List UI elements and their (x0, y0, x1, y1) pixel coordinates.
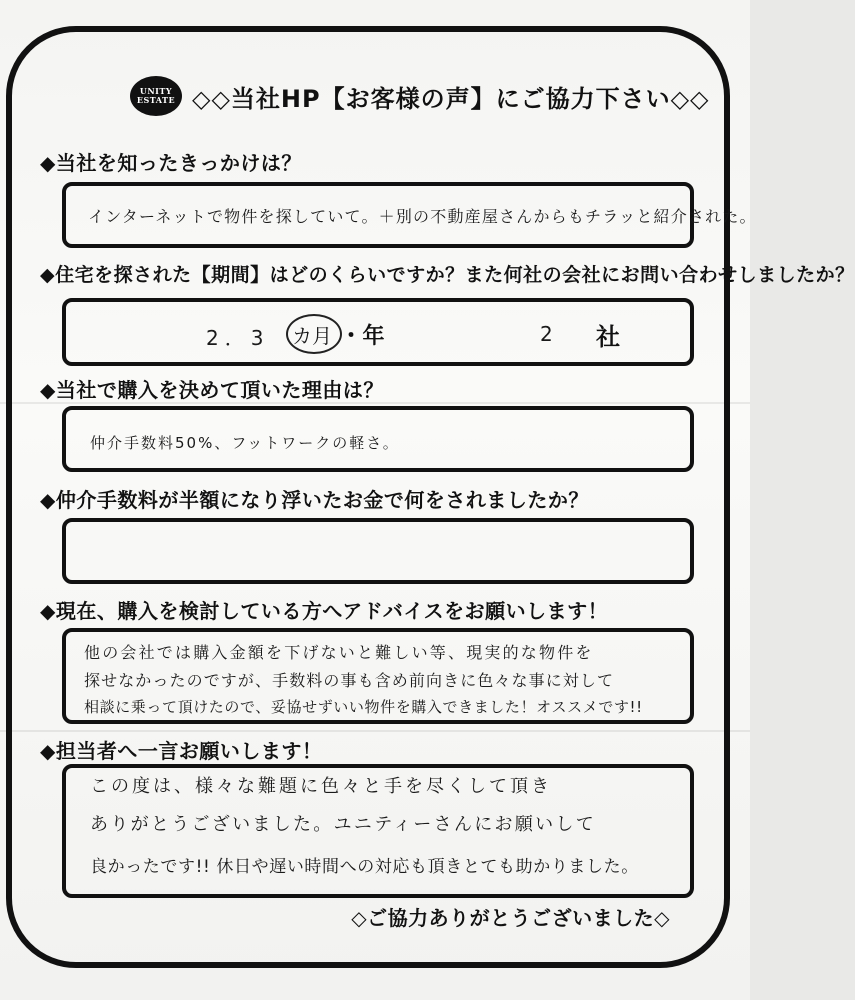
answer-box-message-to-staff (62, 764, 694, 898)
form-header (130, 74, 710, 118)
closing-thanks: ◇ご協力ありがとうございました◇ (351, 906, 670, 930)
answer-how-found: インターネットで物件を探していて。＋別の不動産屋さんからもチラッと紹介された。 (88, 207, 757, 226)
question-message-to-staff: ◆担当者へ一言お願いします！ (40, 739, 323, 763)
answer-unit-year: ・年 (340, 324, 386, 349)
answer-unit-month: カ月 (292, 324, 332, 348)
answer-box-purchase-reason (62, 406, 694, 472)
question-how-found: ◆当社を知ったきっかけは？ (40, 151, 302, 175)
answer-company-count: 2 (540, 322, 556, 346)
question-saved-money-use: ◆仲介手数料が半額になり浮いたお金で何をされましたか？ (40, 488, 589, 512)
answer-purchase-reason: 仲介手数料50%、フットワークの軽さ。 (90, 434, 400, 452)
advice-line: 探せなかったのですが、手数料の事も含め前向きに色々な事に対して (84, 671, 615, 690)
form-title: ◇◇当社HP【お客様の声】にご協力下さい◇◇ (192, 84, 710, 113)
answer-box-search-period (62, 298, 694, 366)
logo-text-unity: UNITY (139, 86, 173, 96)
question-search-period: ◆住宅を探された【期間】はどのくらいですか？また何社の会社にお問い合わせしましたか？ (40, 264, 855, 286)
message-line: ありがとうございました。ユニティーさんにお願いして (90, 814, 597, 835)
question-advice: ◆現在、購入を検討している方へアドバイスをお願いします！ (40, 599, 609, 623)
message-line: 良かったです!! 休日や遅い時間への対応も頂きとても助かりました。 (90, 857, 639, 877)
answer-box-saved-money-use (62, 518, 694, 584)
message-line: この度は、様々な難題に色々と手を尽くして頂き (90, 776, 552, 797)
unity-estate-logo (130, 76, 182, 116)
advice-line: 他の会社では購入金額を下げないと難しい等、現実的な物件を (84, 643, 594, 662)
answer-period-value: 2．3 (206, 326, 270, 350)
answer-box-advice (62, 628, 694, 724)
question-purchase-reason: ◆当社で購入を決めて頂いた理由は？ (40, 378, 384, 402)
answer-box-how-found (62, 182, 757, 248)
logo-text-estate: ESTATE (136, 95, 176, 105)
answer-company-unit: 社 (596, 323, 621, 351)
advice-line: 相談に乗って頂けたので、妥協せずいい物件を購入できました！オススメです!! (84, 698, 643, 716)
